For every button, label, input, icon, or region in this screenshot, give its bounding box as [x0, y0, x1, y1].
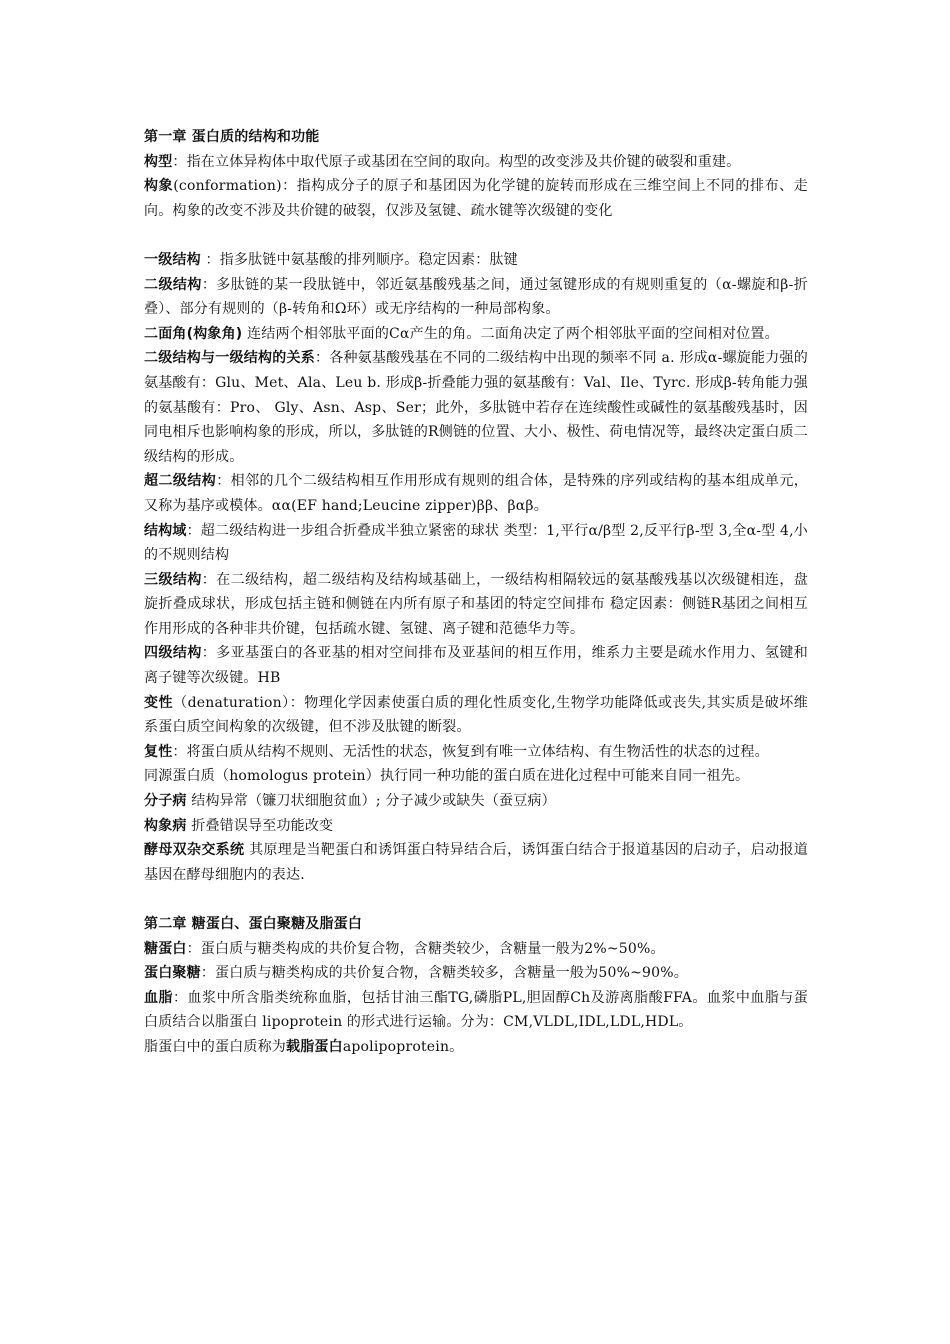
- term: 超二级结构: [144, 473, 217, 490]
- definition-blood-lipid: [144, 986, 808, 1035]
- definition-text: ：指在立体异构体中取代原子或基团在空间的取向。构型的改变涉及共价键的破裂和重建。: [172, 153, 741, 170]
- definition-text: ：多肽链的某一段肽链中，邻近氨基酸残基之间，通过氢键形成的有规则重复的（α-螺旋和β-折叠）、部分有规则的（β-转角和Ω环）或无序结构的一种局部构象。: [144, 276, 808, 318]
- term: 二面角(构象角): [144, 325, 243, 342]
- chapter-2-title: 第二章 糖蛋白、蛋白聚糖及脂蛋白: [144, 916, 363, 932]
- definition-text: (conformation)：指构成分子的原子和基团因为化学键的旋转而形成在三维空间上不同的排布、走向。构象的改变不涉及共价键的破裂，仅涉及氢键、疏水键等次级键的变化: [144, 178, 809, 219]
- chapter-1-title: 第一章 蛋白质的结构和功能: [144, 129, 320, 145]
- definition-text: ：血浆中所含脂类统称血脂，包括甘油三酯TG,磷脂PL,胆固醇Ch及游离脂酸FFA。血浆中血脂与蛋白质结合以脂蛋白 lipoprotein 的形式进行运输。分为：CM,VLDL,IDL,LDL,HDL。: [144, 989, 808, 1031]
- definition-text: ：超二级结构进一步组合折叠成半独立紧密的球状 类型：1,平行α/β型 2,反平行β-型 3,全α-型 4,小的不规则结构: [144, 522, 808, 564]
- definition-text: ：在二级结构，超二级结构及结构域基础上，一级结构相隔较远的氨基酸残基以次级键相连，盘旋折叠成球状，形成包括主链和侧链在内所有原子和基团的特定空间排布 稳定因素：侧链R基团之间相互作用形成的各种非共价键，包括疏水键、氢键、离子键和范德华力等。: [144, 571, 808, 637]
- definition-text: ：各种氨基酸残基在不同的二级结构中出现的频率不同 a. 形成α-螺旋能力强的氨基酸有：Glu、Met、Ala、Leu b. 形成β-折叠能力强的氨基酸有：Val、Ile、Tyrc. 形成β-转角能力强的氨基酸有：Pro、 Gly、Asn、Asp、Ser；此外，多肽链中若存在连续酸性或碱性的氨基酸残基时，因同电相斥也影响构象的形成，所以，多肽链的R侧链的位置、大小、极性、荷电情况等，最终决定蛋白质二级结构的形成。: [144, 350, 808, 465]
- term: 结构域: [144, 522, 187, 539]
- term: 变性: [144, 694, 174, 711]
- term: 载脂蛋白: [286, 1038, 343, 1055]
- definition-text: ：多亚基蛋白的各亚基的相对空间排布及亚基间的相互作用，维系力主要是疏水作用力、氢键和离子键等次级键。HB: [144, 645, 808, 687]
- term: 二级结构: [144, 276, 202, 293]
- term: 糖蛋白: [144, 940, 187, 957]
- definition-proteoglycan: [144, 961, 808, 986]
- definition-supersecondary-structure: [144, 469, 808, 518]
- definition-conformational-disease: [144, 814, 808, 839]
- definition-homologous-protein: [144, 764, 808, 789]
- term: 血脂: [144, 989, 173, 1006]
- definition-apolipoprotein: [144, 1035, 808, 1060]
- definition-text: ：蛋白质与糖类构成的共价复合物，含糖类较多，含糖量一般为50%~90%。: [200, 965, 688, 982]
- document-page: [144, 125, 808, 1060]
- term: 复性: [144, 743, 173, 760]
- term: 构型: [144, 153, 173, 170]
- definition-text: 连结两个相邻肽平面的Cα产生的角。二面角决定了两个相邻肽平面的空间相对位置。: [242, 325, 779, 342]
- definition-text: 结构异常（镰刀状细胞贫血）; 分子减少或缺失（蚕豆病）: [186, 793, 556, 810]
- term: 酵母双杂交系统: [144, 842, 245, 859]
- term: 四级结构: [144, 645, 202, 662]
- definition-glycoprotein: [144, 937, 808, 962]
- term: 一级结构: [144, 251, 201, 268]
- definition-configuration: [144, 150, 808, 175]
- definition-secondary-structure: [144, 273, 808, 322]
- definition-primary-structure: [144, 248, 808, 273]
- definition-domain: [144, 519, 808, 568]
- definition-conformation: [144, 174, 808, 223]
- definition-renaturation: [144, 740, 808, 765]
- term: 构象病: [144, 817, 187, 834]
- definition-text: 同源蛋白质（homologus protein）执行同一种功能的蛋白质在进化过程中可能来自同一祖先。: [144, 768, 750, 785]
- definition-dihedral-angle: [144, 322, 808, 347]
- definition-text: ：相邻的几个二级结构相互作用形成有规则的组合体，是特殊的序列或结构的基本组成单元，又称为基序或模体。αα(EF hand;Leucine zipper)ββ、βαβ。: [144, 473, 808, 514]
- definition-text: ：蛋白质与糖类构成的共价复合物，含糖类较少，含糖量一般为2%~50%。: [186, 940, 665, 957]
- term: 二级结构与一级结构的关系: [144, 350, 315, 367]
- definition-text: ：将蛋白质从结构不规则、无活性的状态，恢复到有唯一立体结构、有生物活性的状态的过程。: [172, 743, 769, 760]
- definition-text: （denaturation）：物理化学因素使蛋白质的理化性质变化,生物学功能降低或丧失,其实质是破坏维系蛋白质空间构象的次级键，但不涉及肽键的断裂。: [144, 694, 808, 736]
- definition-quaternary-structure: [144, 641, 808, 690]
- definition-yeast-two-hybrid: [144, 838, 808, 887]
- spacer: [144, 223, 808, 248]
- definition-secondary-primary-relation: [144, 346, 808, 469]
- definition-suffix: apolipoprotein。: [342, 1038, 464, 1055]
- term: 三级结构: [144, 571, 202, 588]
- term: 蛋白聚糖: [144, 965, 201, 982]
- definition-prefix: 脂蛋白中的蛋白质称为: [144, 1038, 286, 1055]
- definition-text: ：指多肽链中氨基酸的排列顺序。稳定因素：肽键: [200, 251, 518, 268]
- spacer: [144, 887, 808, 912]
- term: 构象: [144, 178, 174, 195]
- definition-text: 其原理是当靶蛋白和诱饵蛋白特异结合后，诱饵蛋白结合于报道基因的启动子，启动报道基因在酵母细胞内的表达.: [144, 842, 808, 883]
- definition-text: 折叠错误导至功能改变: [186, 817, 334, 834]
- definition-denaturation: [144, 691, 808, 740]
- definition-tertiary-structure: [144, 568, 808, 642]
- definition-molecular-disease: [144, 789, 808, 814]
- term: 分子病: [144, 793, 187, 810]
